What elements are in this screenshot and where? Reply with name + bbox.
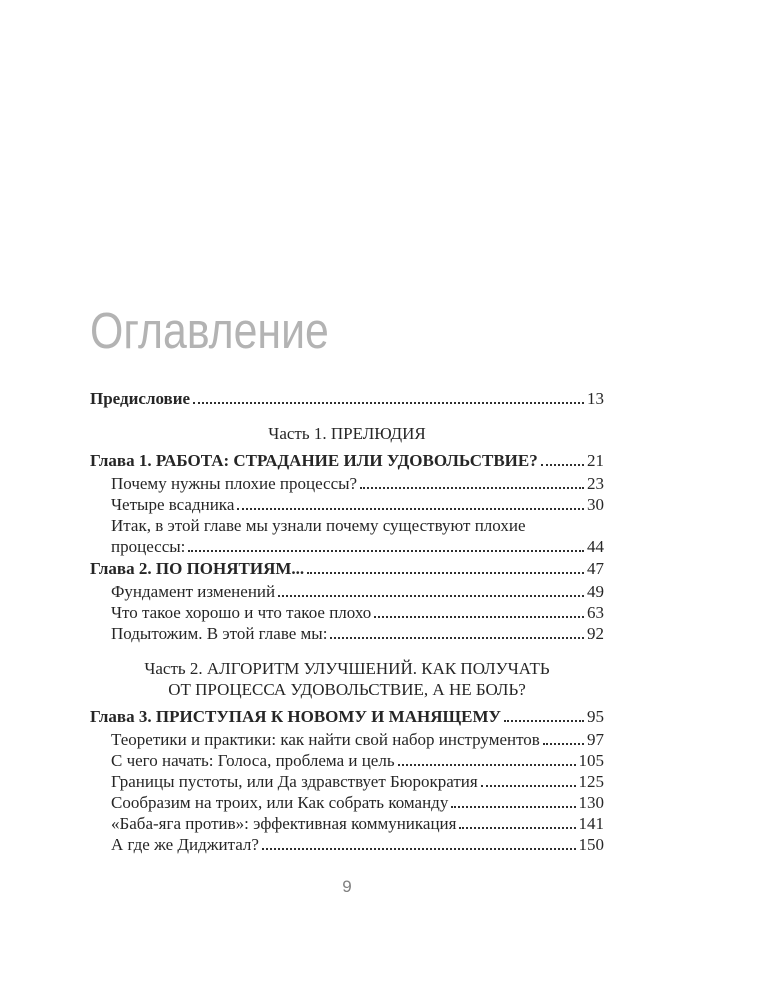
toc-entry-page-number: 21: [587, 451, 604, 470]
toc-entry-row: [90, 706, 604, 727]
toc-entry-chapter: [90, 450, 604, 471]
toc-entry-title: Фундамент изменений: [111, 582, 276, 601]
toc-entry-row: [111, 792, 604, 813]
part-heading: [90, 423, 604, 444]
toc-entry-sub: [90, 792, 604, 813]
page-number: 9: [342, 877, 352, 896]
dot-leader: [459, 827, 575, 829]
dot-leader: [278, 595, 584, 597]
toc-entry-row: [111, 602, 604, 623]
toc-entry-row: [111, 623, 604, 644]
toc-entry-title: А где же Диджитал?: [111, 835, 259, 854]
dot-leader: [307, 572, 584, 574]
toc-entry-sub: [90, 813, 604, 834]
toc-entry-title: Глава 2. ПО ПОНЯТИЯМ...: [90, 559, 305, 578]
dot-leader: [262, 848, 576, 850]
toc-entry-row: [111, 494, 604, 515]
toc-entry-row: [111, 834, 604, 855]
toc-entry-row: [90, 450, 604, 471]
dot-leader: [330, 637, 584, 639]
toc-entry-page-number: 141: [578, 814, 604, 833]
toc-entry-sub: [90, 834, 604, 855]
toc-entry-page-number: 95: [587, 707, 604, 726]
toc-entry-sub: [90, 750, 604, 771]
part-heading-line: Часть 1. ПРЕЛЮДИЯ: [268, 424, 426, 443]
toc-entry-page-number: 13: [587, 389, 604, 408]
toc-entry-row: [90, 558, 604, 579]
dot-leader: [193, 402, 584, 404]
dot-leader: [451, 806, 575, 808]
toc-entry-title: Глава 3. ПРИСТУПАЯ К НОВОМУ И МАНЯЩЕМУ: [90, 707, 501, 726]
toc-entry-page-number: 125: [578, 772, 604, 791]
toc-entry-row: [111, 729, 604, 750]
toc-entry-sub: [90, 494, 604, 515]
toc-list: [90, 388, 604, 855]
toc-entry-chapter: [90, 558, 604, 579]
toc-entry-page-number: 23: [587, 474, 604, 493]
dot-leader: [188, 550, 584, 552]
toc-entry-page-number: 63: [587, 603, 604, 622]
dot-leader: [543, 743, 584, 745]
toc-entry-title: Четыре всадника: [111, 495, 235, 514]
toc-entry-page-number: 105: [578, 751, 604, 770]
toc-entry-title: Глава 1. РАБОТА: СТРАДАНИЕ ИЛИ УДОВОЛЬСТВИЕ?: [90, 451, 538, 470]
toc-entry-page-number: 30: [587, 495, 604, 514]
toc-entry-preface: [90, 388, 604, 409]
toc-entry-chapter: [90, 706, 604, 727]
toc-entry-row: [90, 388, 604, 409]
toc-entry-sub: [90, 515, 604, 557]
toc-entry-sub: [90, 602, 604, 623]
toc-entry-title: Сообразим на троих, или Как собрать команду: [111, 793, 449, 812]
toc-entry-page-number: 47: [587, 559, 604, 578]
toc-entry-page-number: 150: [578, 835, 604, 854]
toc-entry-page-number: 44: [587, 537, 604, 556]
dot-leader: [398, 764, 576, 766]
toc-entry-row: [111, 771, 604, 792]
toc-entry-title: процессы:: [111, 537, 186, 556]
toc-entry-row: [111, 581, 604, 602]
toc-entry-sub: [90, 581, 604, 602]
toc-entry-row: [111, 536, 604, 557]
dot-leader: [504, 720, 584, 722]
dot-leader: [541, 464, 584, 466]
toc-entry-title: «Баба-яга против»: эффективная коммуникация: [111, 814, 457, 833]
part-heading: [90, 658, 604, 700]
toc-entry-page-number: 97: [587, 730, 604, 749]
toc-entry-title: Предисловие: [90, 389, 191, 408]
toc-entry-page-number: 130: [578, 793, 604, 812]
toc-entry-row: [111, 750, 604, 771]
toc-entry-title: С чего начать: Голоса, проблема и цель: [111, 751, 395, 770]
toc-entry-sub: [90, 623, 604, 644]
toc-entry-title: Подытожим. В этой главе мы:: [111, 624, 328, 643]
dot-leader: [237, 508, 584, 510]
dot-leader: [374, 616, 584, 618]
toc-entry-sub: [90, 473, 604, 494]
toc-entry-row: [111, 473, 604, 494]
toc-entry-title: Что такое хорошо и что такое плохо: [111, 603, 372, 622]
part-heading-line: ОТ ПРОЦЕССА УДОВОЛЬСТВИЕ, А НЕ БОЛЬ?: [168, 680, 526, 699]
toc-entry-page-number: 92: [587, 624, 604, 643]
toc-entry-title: Почему нужны плохие процессы?: [111, 474, 358, 493]
toc-heading: Оглавление: [90, 302, 329, 359]
toc-entry-title: Границы пустоты, или Да здравствует Бюрократия: [111, 772, 478, 791]
toc-entry-title: Теоретики и практики: как найти свой набор инструментов: [111, 730, 540, 749]
toc-entry-sub: [90, 729, 604, 750]
dot-leader: [360, 487, 584, 489]
toc-entry-row: [111, 813, 604, 834]
toc-entry-sub: [90, 771, 604, 792]
toc-entry-page-number: 49: [587, 582, 604, 601]
toc-entry-text-continued: Итак, в этой главе мы узнали почему существуют плохие: [111, 516, 526, 535]
part-heading-line: Часть 2. АЛГОРИТМ УЛУЧШЕНИЙ. КАК ПОЛУЧАТЬ: [144, 659, 550, 678]
content-column: [90, 0, 604, 897]
dot-leader: [481, 785, 576, 787]
